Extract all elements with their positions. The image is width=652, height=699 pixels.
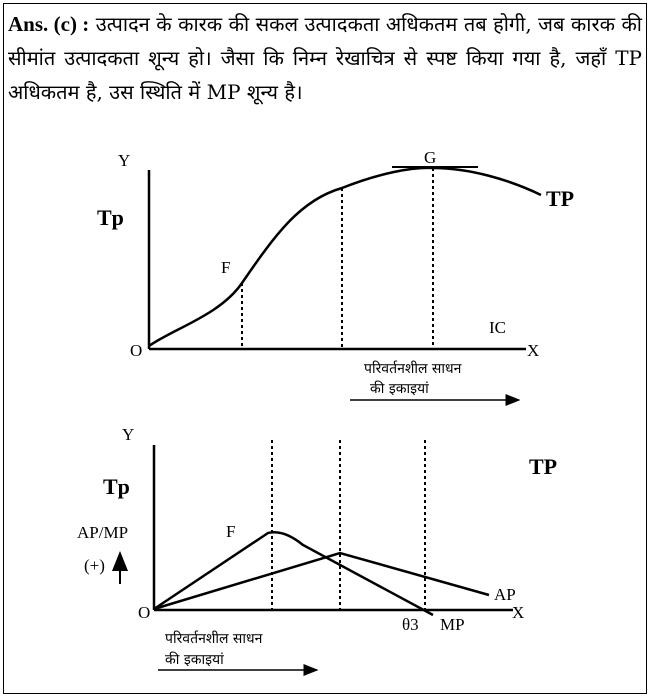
- top-point-f-label: F: [221, 258, 231, 277]
- top-y-axis-letter: Y: [118, 151, 131, 170]
- theta3-label: θ3: [402, 615, 419, 634]
- top-x-caption-line2: की इकाइयां: [370, 381, 429, 397]
- top-graph: [97, 148, 574, 400]
- top-x-caption-line1: परिवर्तनशील साधन: [364, 361, 462, 377]
- point-g-label: G: [424, 148, 437, 167]
- bottom-graph: [77, 425, 557, 670]
- bottom-y-axis-label: Tp: [103, 474, 130, 499]
- ap-curve-label: AP: [494, 585, 516, 604]
- plus-sign-label: (+): [84, 556, 105, 575]
- bottom-x-caption-line1: परिवर्तनशील साधन: [165, 631, 263, 647]
- bottom-point-f-label: F: [226, 522, 236, 541]
- ap-curve: [154, 553, 489, 609]
- top-y-axis-label: Tp: [97, 205, 124, 230]
- mp-curve: [154, 532, 433, 615]
- mp-curve-label: MP: [440, 615, 465, 634]
- bottom-x-caption-line2: की इकाइयां: [165, 652, 224, 668]
- top-x-axis-letter: X: [527, 341, 540, 360]
- answer-prefix: Ans. (c) :: [8, 12, 90, 36]
- bottom-tp-label: TP: [529, 454, 558, 479]
- bottom-origin-label: O: [138, 603, 151, 622]
- top-origin-label: O: [130, 341, 143, 360]
- bottom-y-axis-letter: Y: [122, 425, 135, 444]
- bottom-x-axis-letter: X: [512, 603, 525, 622]
- answer-text: उत्पादन के कारक की सकल उत्पादकता अधिकतम तब होगी, जब कारक की सीमांत उत्पादकता शून्य हो। जैसा कि निम्न रेखाचित्र से स्पष्ट किया गया है, जहाँ TP अधिकतम है, उस स्थिति में MP शून्य है।: [8, 12, 642, 104]
- ic-label: IC: [489, 318, 506, 337]
- tp-curve: [149, 168, 541, 346]
- tp-curve-label: TP: [546, 186, 575, 211]
- ap-mp-axis-label: AP/MP: [77, 523, 129, 542]
